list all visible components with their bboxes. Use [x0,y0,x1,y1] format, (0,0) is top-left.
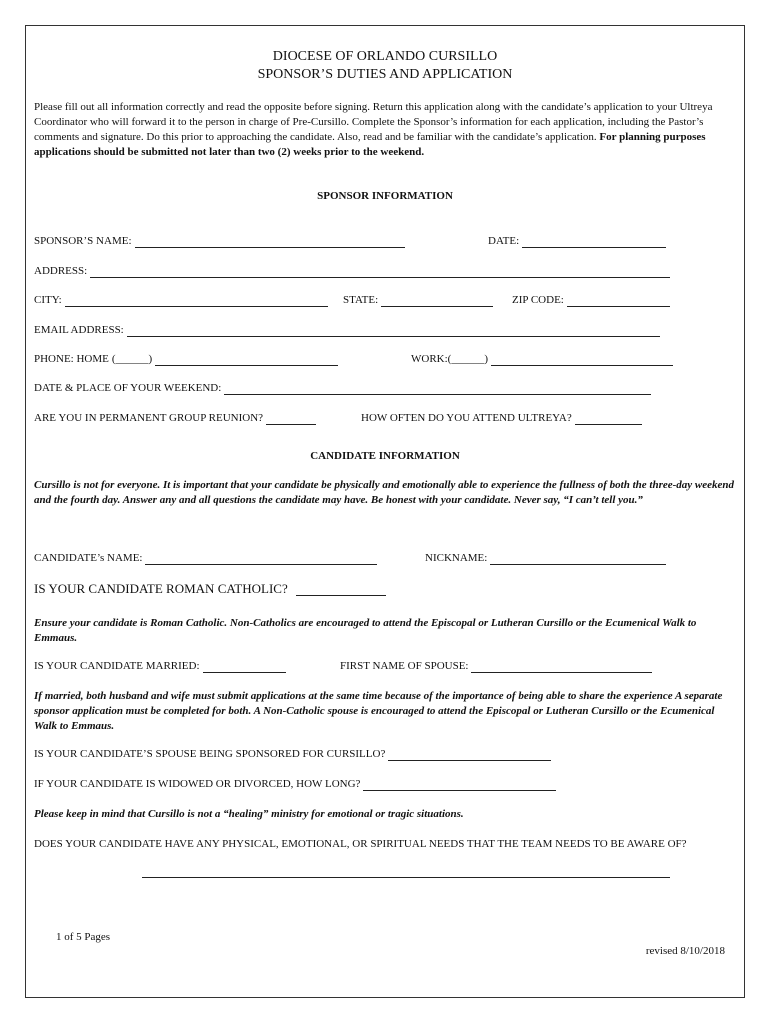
candidate-note-married: If married, both husband and wife must submit applications at the same time because of the importance of being able to share the experience A separate sponsor application must be completed for both. A Non-Catholic spouse is encouraged to attend the Episcopal or Lutheran Cursillo or the Ecumenical Walk to Emmaus. [34,690,723,732]
revision-date: revised 8/10/2018 [645,945,725,957]
phone-home-line[interactable] [155,354,338,366]
weekend-field[interactable] [34,381,651,395]
ultreya-field[interactable] [361,411,642,425]
ultreya-label: HOW OFTEN DO YOU ATTEND ULTREYA? [361,412,572,424]
zip-field[interactable] [512,293,670,307]
needs-answer-line[interactable] [142,866,670,878]
city-field[interactable] [34,293,328,307]
city-label: CITY: [34,294,62,306]
email-field[interactable] [34,323,660,337]
nickname-label: NICKNAME: [425,552,488,564]
reunion-field[interactable] [34,411,316,425]
zip-line[interactable] [567,295,670,307]
ultreya-line[interactable] [575,413,642,425]
catholic-field[interactable] [34,582,386,596]
weekend-line[interactable] [224,383,651,395]
candidate-name-line[interactable] [145,553,377,565]
candidate-name-field[interactable] [34,551,377,565]
widowed-field[interactable] [34,777,556,791]
sponsor-date-line[interactable] [522,236,666,248]
reunion-label: ARE YOU IN PERMANENT GROUP REUNION? [34,412,264,424]
document-subtitle: SPONSOR’S DUTIES AND APPLICATION [257,67,513,82]
nickname-line[interactable] [490,553,666,565]
phone-work-field[interactable] [411,352,673,366]
sponsor-name-line[interactable] [135,236,405,248]
phone-work-line[interactable] [491,354,673,366]
spouse-name-field[interactable] [340,659,652,673]
phone-home-field[interactable] [34,352,338,366]
spouse-sponsored-label: IS YOUR CANDIDATE’S SPOUSE BEING SPONSORED FOR CURSILLO? [34,748,386,760]
candidate-section-heading: CANDIDATE INFORMATION [310,450,460,462]
intro-text: Please fill out all information correctly and read the opposite before signing. Return this application along with the candidate’s application to your Ultreya Coordinator who will forward it to the person in charge of Pre-Cursillo. Complete the Sponsor’s information for each application, including the Pastor’s comments and signature. Do this prior to approaching the candidate. Also, read and be familiar with the candidate’s application. [34,101,713,143]
state-line[interactable] [381,295,493,307]
address-line[interactable] [90,266,670,278]
zip-label: ZIP CODE: [512,294,564,306]
sponsor-section-heading: SPONSOR INFORMATION [317,190,453,202]
document-title: DIOCESE OF ORLANDO CURSILLO [272,49,498,64]
city-line[interactable] [65,295,328,307]
sponsor-name-field[interactable] [34,234,405,248]
married-label: IS YOUR CANDIDATE MARRIED: [34,660,200,672]
candidate-note-fitness: Cursillo is not for everyone. It is important that your candidate be physically and emotionally able to experience the fullness of both the three-day weekend and the fourth day. Answer any and all questions the candidate may have. Be honest with your candidate. Never say, “I can’t tell you.” [34,479,735,506]
spouse-name-line[interactable] [471,661,652,673]
phone-home-area-code[interactable]: (______) [111,353,153,365]
intro-bold-text: For planning purposes applications should be submitted not later than two (2) weeks prior to the weekend. [34,131,706,158]
reunion-line[interactable] [266,413,316,425]
intro-paragraph [34,100,729,160]
email-line[interactable] [127,325,660,337]
catholic-line[interactable] [296,584,386,596]
phone-home-label: PHONE: HOME [34,353,109,365]
widowed-line[interactable] [363,779,556,791]
married-line[interactable] [203,661,286,673]
spouse-sponsored-field[interactable] [34,747,551,761]
spouse-name-label: FIRST NAME OF SPOUSE: [340,660,469,672]
page-count: 1 of 5 Pages [56,931,111,943]
state-label: STATE: [343,294,379,306]
candidate-note-healing: Please keep in mind that Cursillo is not a “healing” ministry for emotional or tragic situations. [34,808,464,820]
married-field[interactable] [34,659,286,673]
spouse-sponsored-line[interactable] [388,749,551,761]
address-field[interactable] [34,264,670,278]
candidate-name-label: CANDIDATE’s NAME: [34,552,143,564]
application-page [25,25,745,998]
candidate-note-catholic: Ensure your candidate is Roman Catholic. Non-Catholics are encouraged to attend the Episcopal or Lutheran Cursillo or the Ecumenical Walk to Emmaus. [34,617,697,644]
weekend-label: DATE & PLACE OF YOUR WEEKEND: [34,382,222,394]
widowed-label: IF YOUR CANDIDATE IS WIDOWED OR DIVORCED, HOW LONG? [34,778,361,790]
needs-question: DOES YOUR CANDIDATE HAVE ANY PHYSICAL, EMOTIONAL, OR SPIRITUAL NEEDS THAT THE TEAM NEEDS TO BE AWARE OF? [34,838,687,850]
sponsor-date-label: DATE: [488,235,520,247]
sponsor-name-label: SPONSOR’S NAME: [34,235,132,247]
email-label: EMAIL ADDRESS: [34,324,124,336]
sponsor-date-field[interactable] [488,234,666,248]
state-field[interactable] [343,293,493,307]
address-label: ADDRESS: [34,265,88,277]
nickname-field[interactable] [425,551,666,565]
phone-work-label: WORK: [411,353,448,365]
catholic-question: IS YOUR CANDIDATE ROMAN CATHOLIC? [34,581,288,596]
phone-work-area-code[interactable]: (______) [447,353,488,365]
